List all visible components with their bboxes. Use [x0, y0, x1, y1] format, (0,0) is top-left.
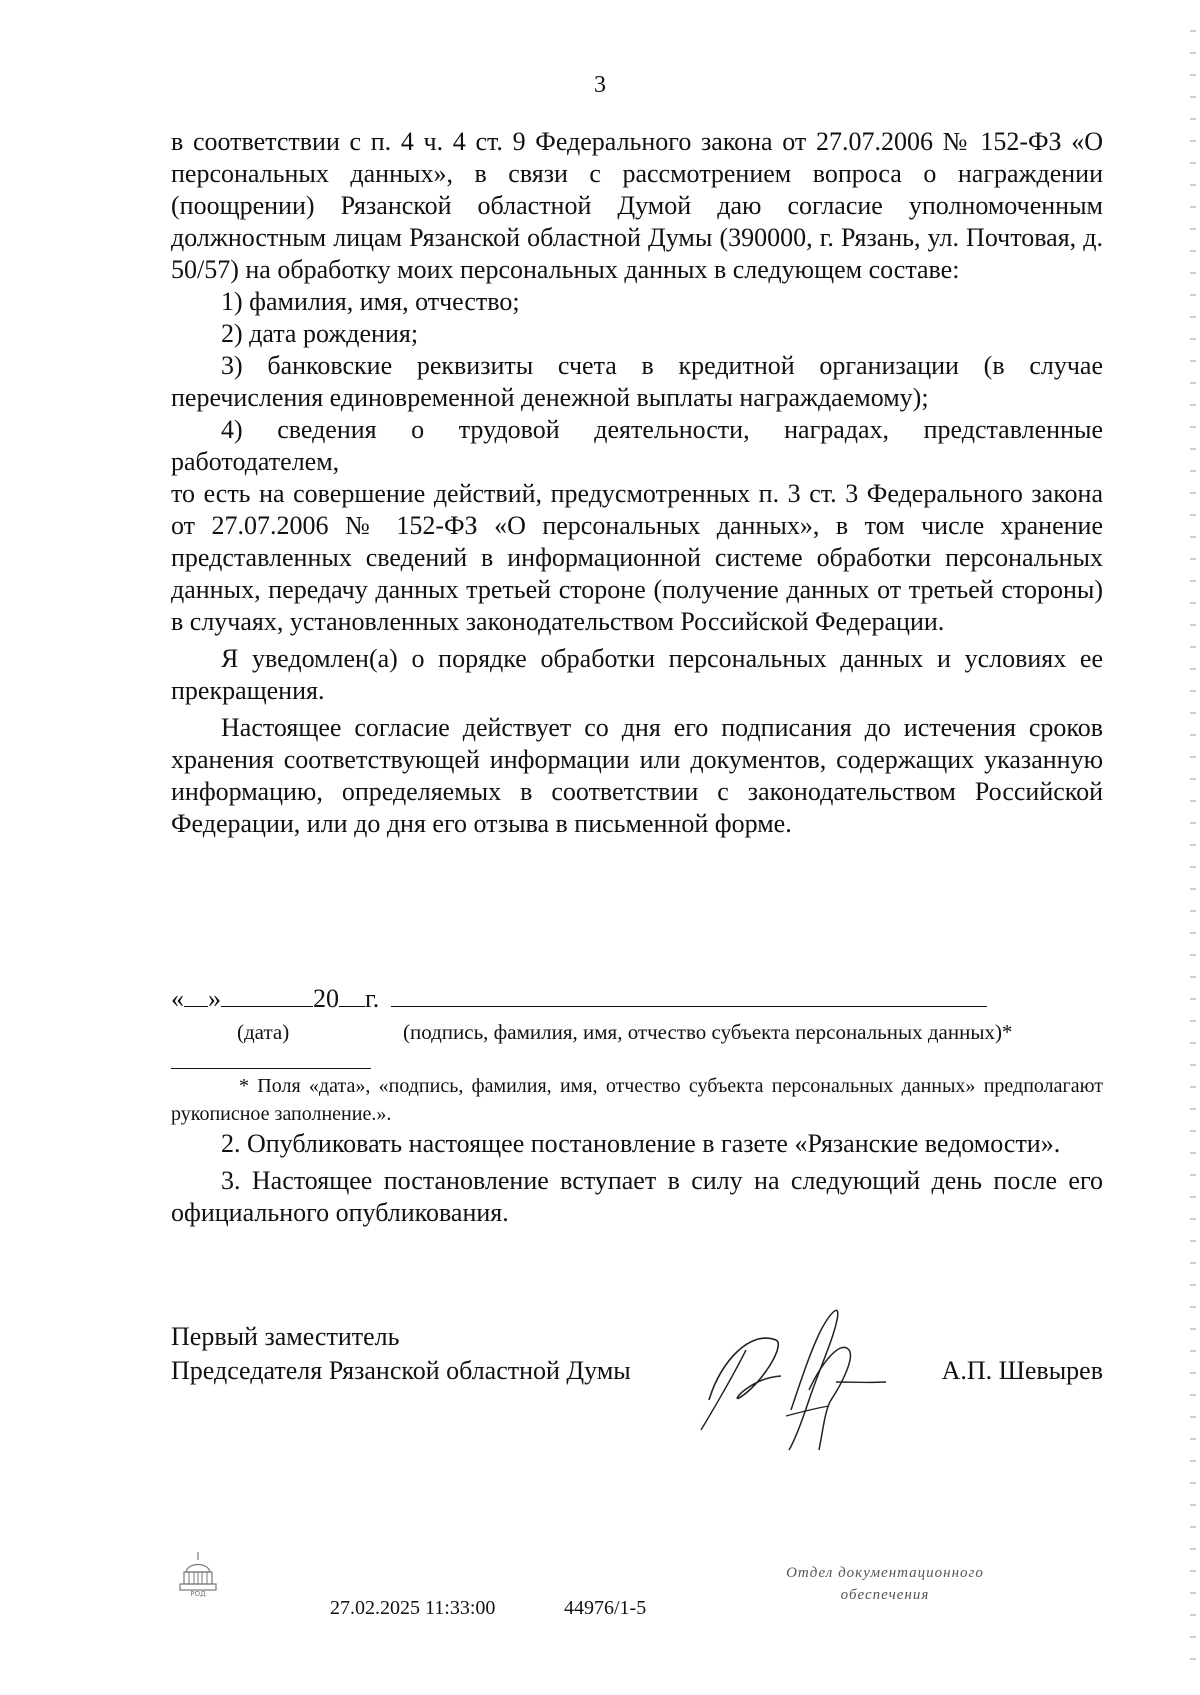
list-item: 3) банковские реквизиты счета в кредитной организации (в случае перечисления единовременной денежной выплаты награждаемому);: [171, 351, 1103, 412]
date-signature-line: [171, 980, 1103, 1014]
signer-title-line2: Председателя Рязанской областной Думы: [171, 1356, 631, 1385]
year-suffix: г.: [365, 984, 380, 1013]
resolution-item-3: 3. Настоящее постановление вступает в силу на следующий день после его официального опубликования.: [171, 1166, 1103, 1227]
year-prefix: 20: [313, 984, 339, 1013]
signer-title-line1: Первый заместитель: [171, 1322, 400, 1351]
footer-timestamp: 27.02.2025 11:33:00: [330, 1597, 496, 1619]
main-paragraph: в соответствии с п. 4 ч. 4 ст. 9 Федерального закона от 27.07.2006 № 152-ФЗ «О персональных данных», в связи с рассмотрением вопроса о награждении (поощрении) Рязанской областной Думой даю согласие уполномоченным должностным лицам Рязанской областной Думы (390000, г. Рязань, ул. Почтовая, д. 50/57) на обработку моих персональных данных в следующем составе:: [171, 127, 1103, 284]
signature-blank: [391, 980, 987, 1007]
consent-text: [171, 126, 1103, 840]
footnote: [171, 1072, 1103, 1128]
list-item: 1) фамилия, имя, отчество;: [221, 287, 520, 316]
duma-emblem-icon: [178, 1550, 218, 1603]
page-number: 3: [594, 72, 606, 98]
validity-paragraph: Настоящее согласие действует со дня его подписания до истечения сроков хранения соответствующей информации или документов, содержащих указанную информацию, определяемых в соответствии с законодательством Российской Федерации, или до дня его отзыва в письменной форме.: [171, 713, 1103, 838]
department-line1: Отдел документационного: [786, 1565, 984, 1581]
date-open-quote: «: [171, 984, 184, 1013]
signature-form: [171, 980, 1103, 1044]
continuation-paragraph: то есть на совершение действий, предусмотренных п. 3 ст. 3 Федерального закона от 27.07.2006 № 152-ФЗ «О персональных данных», в том числе хранение представленных сведений в информационной системе обработки персональных данных, передачу данных третьей стороне (получение данных от третьей стороны) в случаях, установленных законодательством Российской Федерации.: [171, 479, 1103, 636]
scan-edge-marks: [1190, 30, 1196, 1670]
resolution-items: [171, 1128, 1103, 1229]
day-blank: [184, 980, 208, 1007]
year-blank: [339, 980, 365, 1007]
month-blank: [221, 980, 313, 1007]
date-caption: (дата): [237, 1020, 290, 1044]
department-line2: обеспечения: [840, 1587, 930, 1603]
list-item: 4) сведения о трудовой деятельности, наградах, представленные работодателем,: [171, 415, 1103, 476]
resolution-item-2: 2. Опубликовать настоящее постановление в газете «Рязанские ведомости».: [221, 1129, 1061, 1158]
signature-caption: (подпись, фамилия, имя, отчество субъекта персональных данных)*: [403, 1020, 1013, 1044]
notice-paragraph: Я уведомлен(а) о порядке обработки персональных данных и условиях ее прекращения.: [171, 644, 1103, 705]
footnote-text: * Поля «дата», «подпись, фамилия, имя, отчество субъекта персональных данных» предполагают рукописное заполнение.».: [171, 1075, 1103, 1125]
emblem-text: РОД: [190, 1590, 206, 1598]
department-stamp: [720, 1562, 1050, 1606]
signature-captions: [171, 1014, 1103, 1044]
date-close-quote: »: [208, 984, 221, 1013]
list-item: 2) дата рождения;: [221, 319, 419, 348]
footer-doc-number: 44976/1-5: [564, 1597, 647, 1619]
footnote-rule: [171, 1068, 371, 1069]
signer-name: А.П. Шевырев: [941, 1356, 1103, 1385]
signature-block: [171, 1320, 1103, 1388]
handwritten-signature: [691, 1290, 891, 1460]
